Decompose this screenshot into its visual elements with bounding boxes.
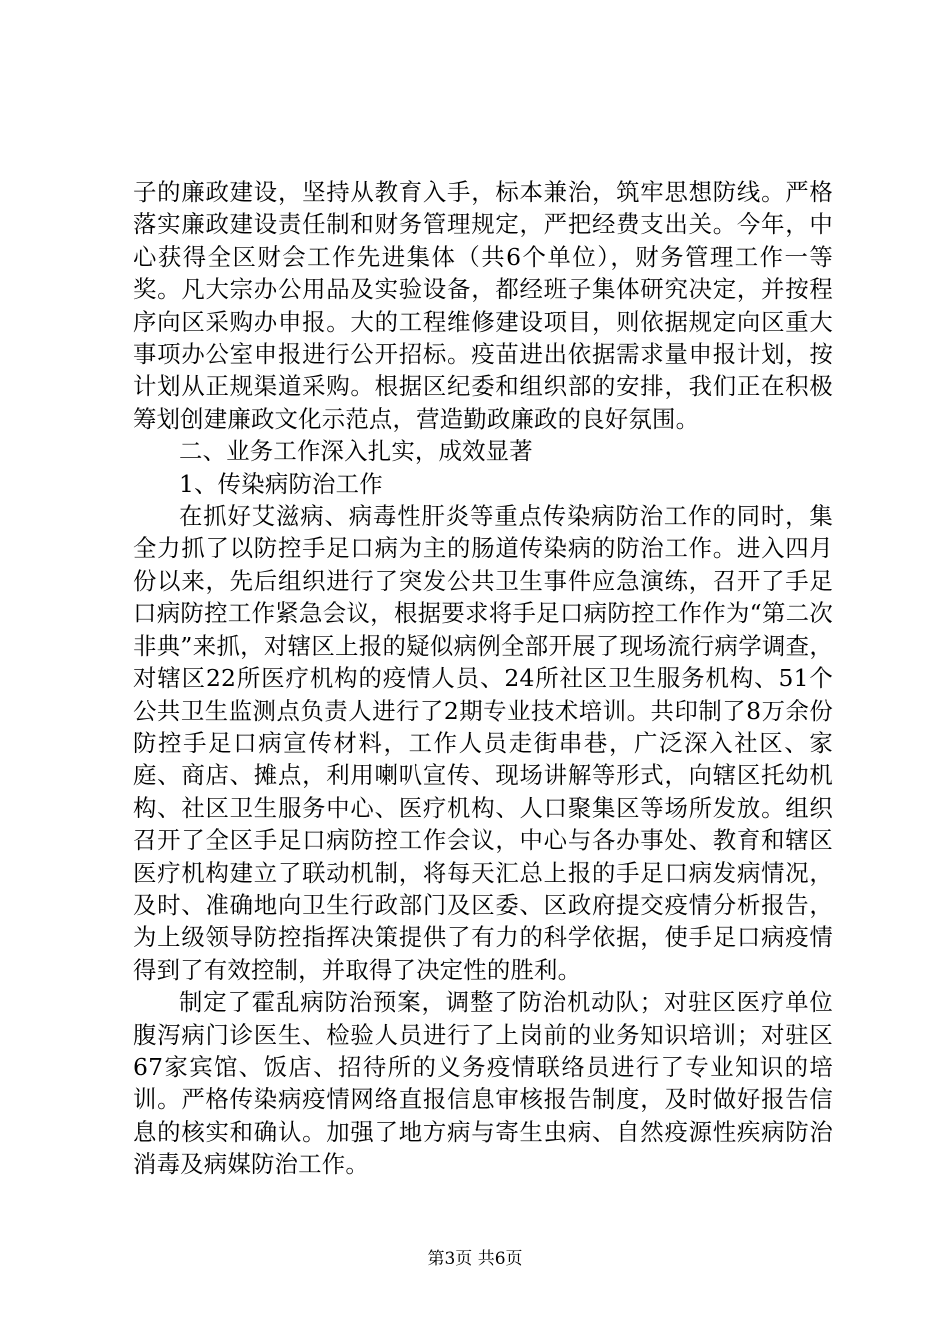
paragraph-infectious-disease: 在抓好艾滋病、病毒性肝炎等重点传染病防治工作的同时，集全力抓了以防控手足口病为主的肠道传染病的防治工作。进入四月份以来，先后组织进行了突发公共卫生事件应急演练，召开了手足口病防控工作紧急会议，根据要求将手足口病防控工作作为“第二次非典”来抓，对辖区上报的疑似病例全部开展了现场流行病学调查，对辖区22所医疗机构的疫情人员、24所社区卫生服务机构、51个公共卫生监测点负责人进行了2期专业技术培训。共印制了8万余份防控手足口病宣传材料，工作人员走街串巷，广泛深入社区、家庭、商店、摊点，利用喇叭宣传、现场讲解等形式，向辖区托幼机构、社区卫生服务中心、医疗机构、人口聚集区等场所发放。组织召开了全区手足口病防控工作会议，中心与各办事处、教育和辖区医疗机构建立了联动机制，将每天汇总上报的手足口病发病情况，及时、准确地向卫生行政部门及区委、区政府提交疫情分析报告，为上级领导防控指挥决策提供了有力的科学依据，使手足口病疫情得到了有效控制，并取得了决定性的胜利。	[133, 502, 833, 984]
paragraph-cholera-plan: 制定了霍乱病防治预案，调整了防治机动队；对驻区医疗单位腹泻病门诊医生、检验人员进行了上岗前的业务知识培训；对驻区67家宾馆、饭店、招待所的义务疫情联络员进行了专业知识的培训。严格传染病疫情网络直报信息审核报告制度，及时做好报告信息的核实和确认。加强了地方病与寄生虫病、自然疫源性疾病防治消毒及病媒防治工作。	[133, 988, 833, 1179]
section-heading: 二、业务工作深入扎实，成效显著	[179, 437, 533, 466]
subsection-heading: 1、传染病防治工作	[179, 469, 383, 498]
paragraph-continuation: 子的廉政建设，坚持从教育入手，标本兼治，筑牢思想防线。严格落实廉政建设责任制和财务管理规定，严把经费支出关。今年，中心获得全区财会工作先进集体（共6个单位），财务管理工作一等奖。凡大宗办公用品及实验设备，都经班子集体研究决定，并按程序向区采购办申报。大的工程维修建设项目，则依据规定向区重大事项办公室申报进行公开招标。疫苗进出依据需求量申报计划，按计划从正规渠道采购。根据区纪委和组织部的安排，我们正在积极筹划创建廉政文化示范点，营造勤政廉政的良好氛围。	[133, 178, 833, 433]
document-body	[133, 176, 833, 1181]
page-footer: 第3页 共6页	[427, 1249, 523, 1269]
